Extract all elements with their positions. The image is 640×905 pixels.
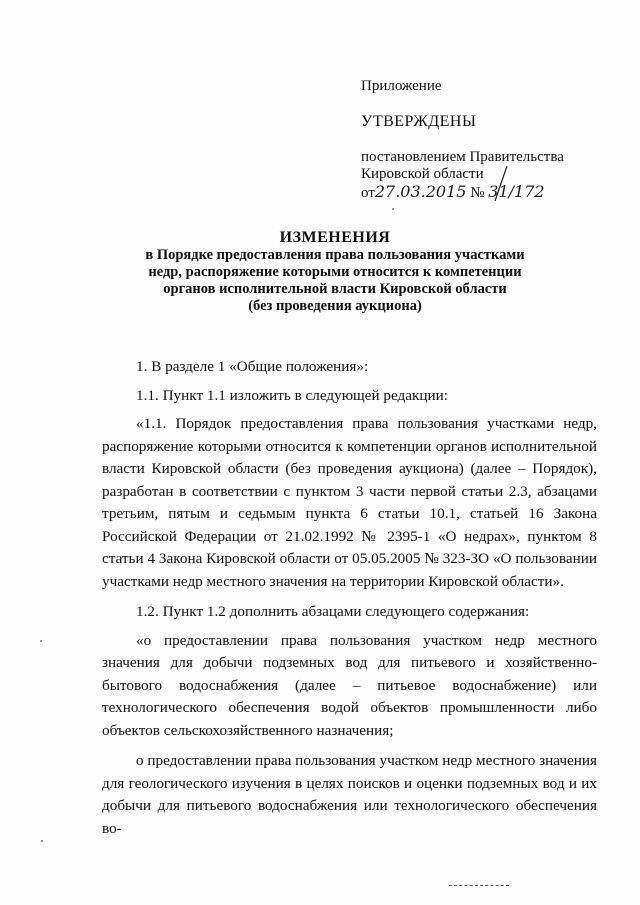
scan-artifact-dot xyxy=(392,208,394,210)
title-line-4: (без проведения аукциона) xyxy=(248,298,422,314)
paragraph-item-1-2: 1.2. Пункт 1.2 дополнить абзацами следующего содержания: xyxy=(136,603,530,620)
appendix-label: Приложение xyxy=(361,78,442,94)
date-prefix: от xyxy=(361,185,375,201)
decree-line-1: постановлением Правительства xyxy=(361,149,564,165)
paragraph-item-1-2-text-a: «о предоставлении права пользования участком недр местного значения для добычи подземных вод для питьевого и хозяйственно-бытового водоснабжения (далее – питьевое водоснабжение) или технологического обеспечения водой объектов промышленности либо объектов сельскохозяйственного назначения; xyxy=(102,631,597,739)
decree-line-2: Кировской области xyxy=(361,166,484,182)
paragraph-item-1-2-text-b: о предоставлении права пользования участком недр местного значения для геологического изучения в целях поисков и оценки подземных вод и их добычи для питьевого водоснабжения или технологического обеспечения во- xyxy=(102,752,597,837)
decree-date-line xyxy=(361,183,601,202)
paragraph-item-1-1-text: «1.1. Порядок предоставления права пользования участками недр, распоряжение которыми относится к компетенции органов исполнительной власти Кировской области (без проведения аукциона) (далее – Порядок), разработан в соответствии с пунктом 3 части первой статьи 2.3, абзацами третьим, пятым и седьмым пункта 6 статьи 10.1, статьей 16 Закона Российской Федерации от 21.02.1992 № 2395-1 «О недрах», пунктом 8 статьи 4 Закона Кировской области от 05.05.2005 № 323-ЗО «О пользовании участками недр местного значения на территории Кировской области». xyxy=(102,415,597,590)
title-line-1: в Порядке предоставления права пользования участками xyxy=(145,247,525,263)
scan-artifact-line xyxy=(449,885,509,886)
scan-artifact-dot xyxy=(40,640,42,642)
document-title: ИЗМЕНЕНИЯ xyxy=(279,229,391,246)
handwritten-number: 31/172 xyxy=(488,182,545,201)
document-title-block xyxy=(100,229,570,315)
title-line-3: органов исполнительной власти Кировской области xyxy=(163,281,507,297)
handwritten-date: 27.03.2015 xyxy=(374,182,467,201)
scan-artifact-dot xyxy=(41,840,43,842)
document-body xyxy=(102,356,597,848)
paragraph-item-1-1: 1.1. Пункт 1.1 изложить в следующей редакции: xyxy=(136,386,449,404)
approved-label: УТВЕРЖДЕНЫ xyxy=(361,113,477,130)
approval-block xyxy=(361,78,601,202)
title-line-2: недр, распоряжение которыми относится к компетенции xyxy=(148,264,522,280)
number-prefix: № xyxy=(470,185,485,201)
paragraph-section-1: 1. В разделе 1 «Общие положения»: xyxy=(136,358,369,375)
handwritten-slash-mark xyxy=(489,165,511,203)
